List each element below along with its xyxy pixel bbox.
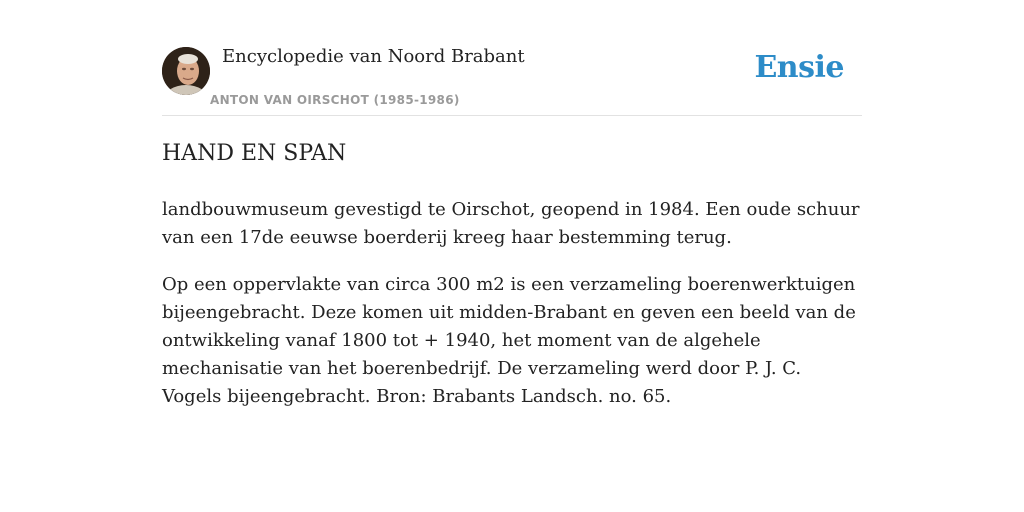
author-link[interactable]: ANTON VAN OIRSCHOT (1985-1986) — [210, 93, 460, 107]
entry-content — [162, 138, 862, 430]
ensie-logo[interactable]: Ensie — [754, 50, 844, 85]
author-portrait-icon — [162, 47, 210, 95]
header — [162, 40, 862, 116]
author-avatar[interactable] — [162, 47, 210, 95]
book-title-link[interactable]: Encyclopedie van Noord Brabant — [222, 46, 525, 67]
entry-paragraph-2: Op een oppervlakte van circa 300 m2 is een verzameling boerenwerktuigen bijeengebracht. Deze komen uit midden-Brabant en geven een beeld van de ontwikkeling vanaf 1800 tot + 1940, het moment van de algehele mechanisatie van het boerenbedrijf. De verzameling werd door P. J. C. Vogels bijeengebracht. Bron: Brabants Landsch. no. 65. — [162, 274, 856, 407]
entry-title: HAND EN SPAN — [162, 141, 347, 166]
entry-paragraph-1: landbouwmuseum gevestigd te Oirschot, geopend in 1984. Een oude schuur van een 17de eeuwse boerderij kreeg haar bestemming terug. — [162, 199, 860, 248]
